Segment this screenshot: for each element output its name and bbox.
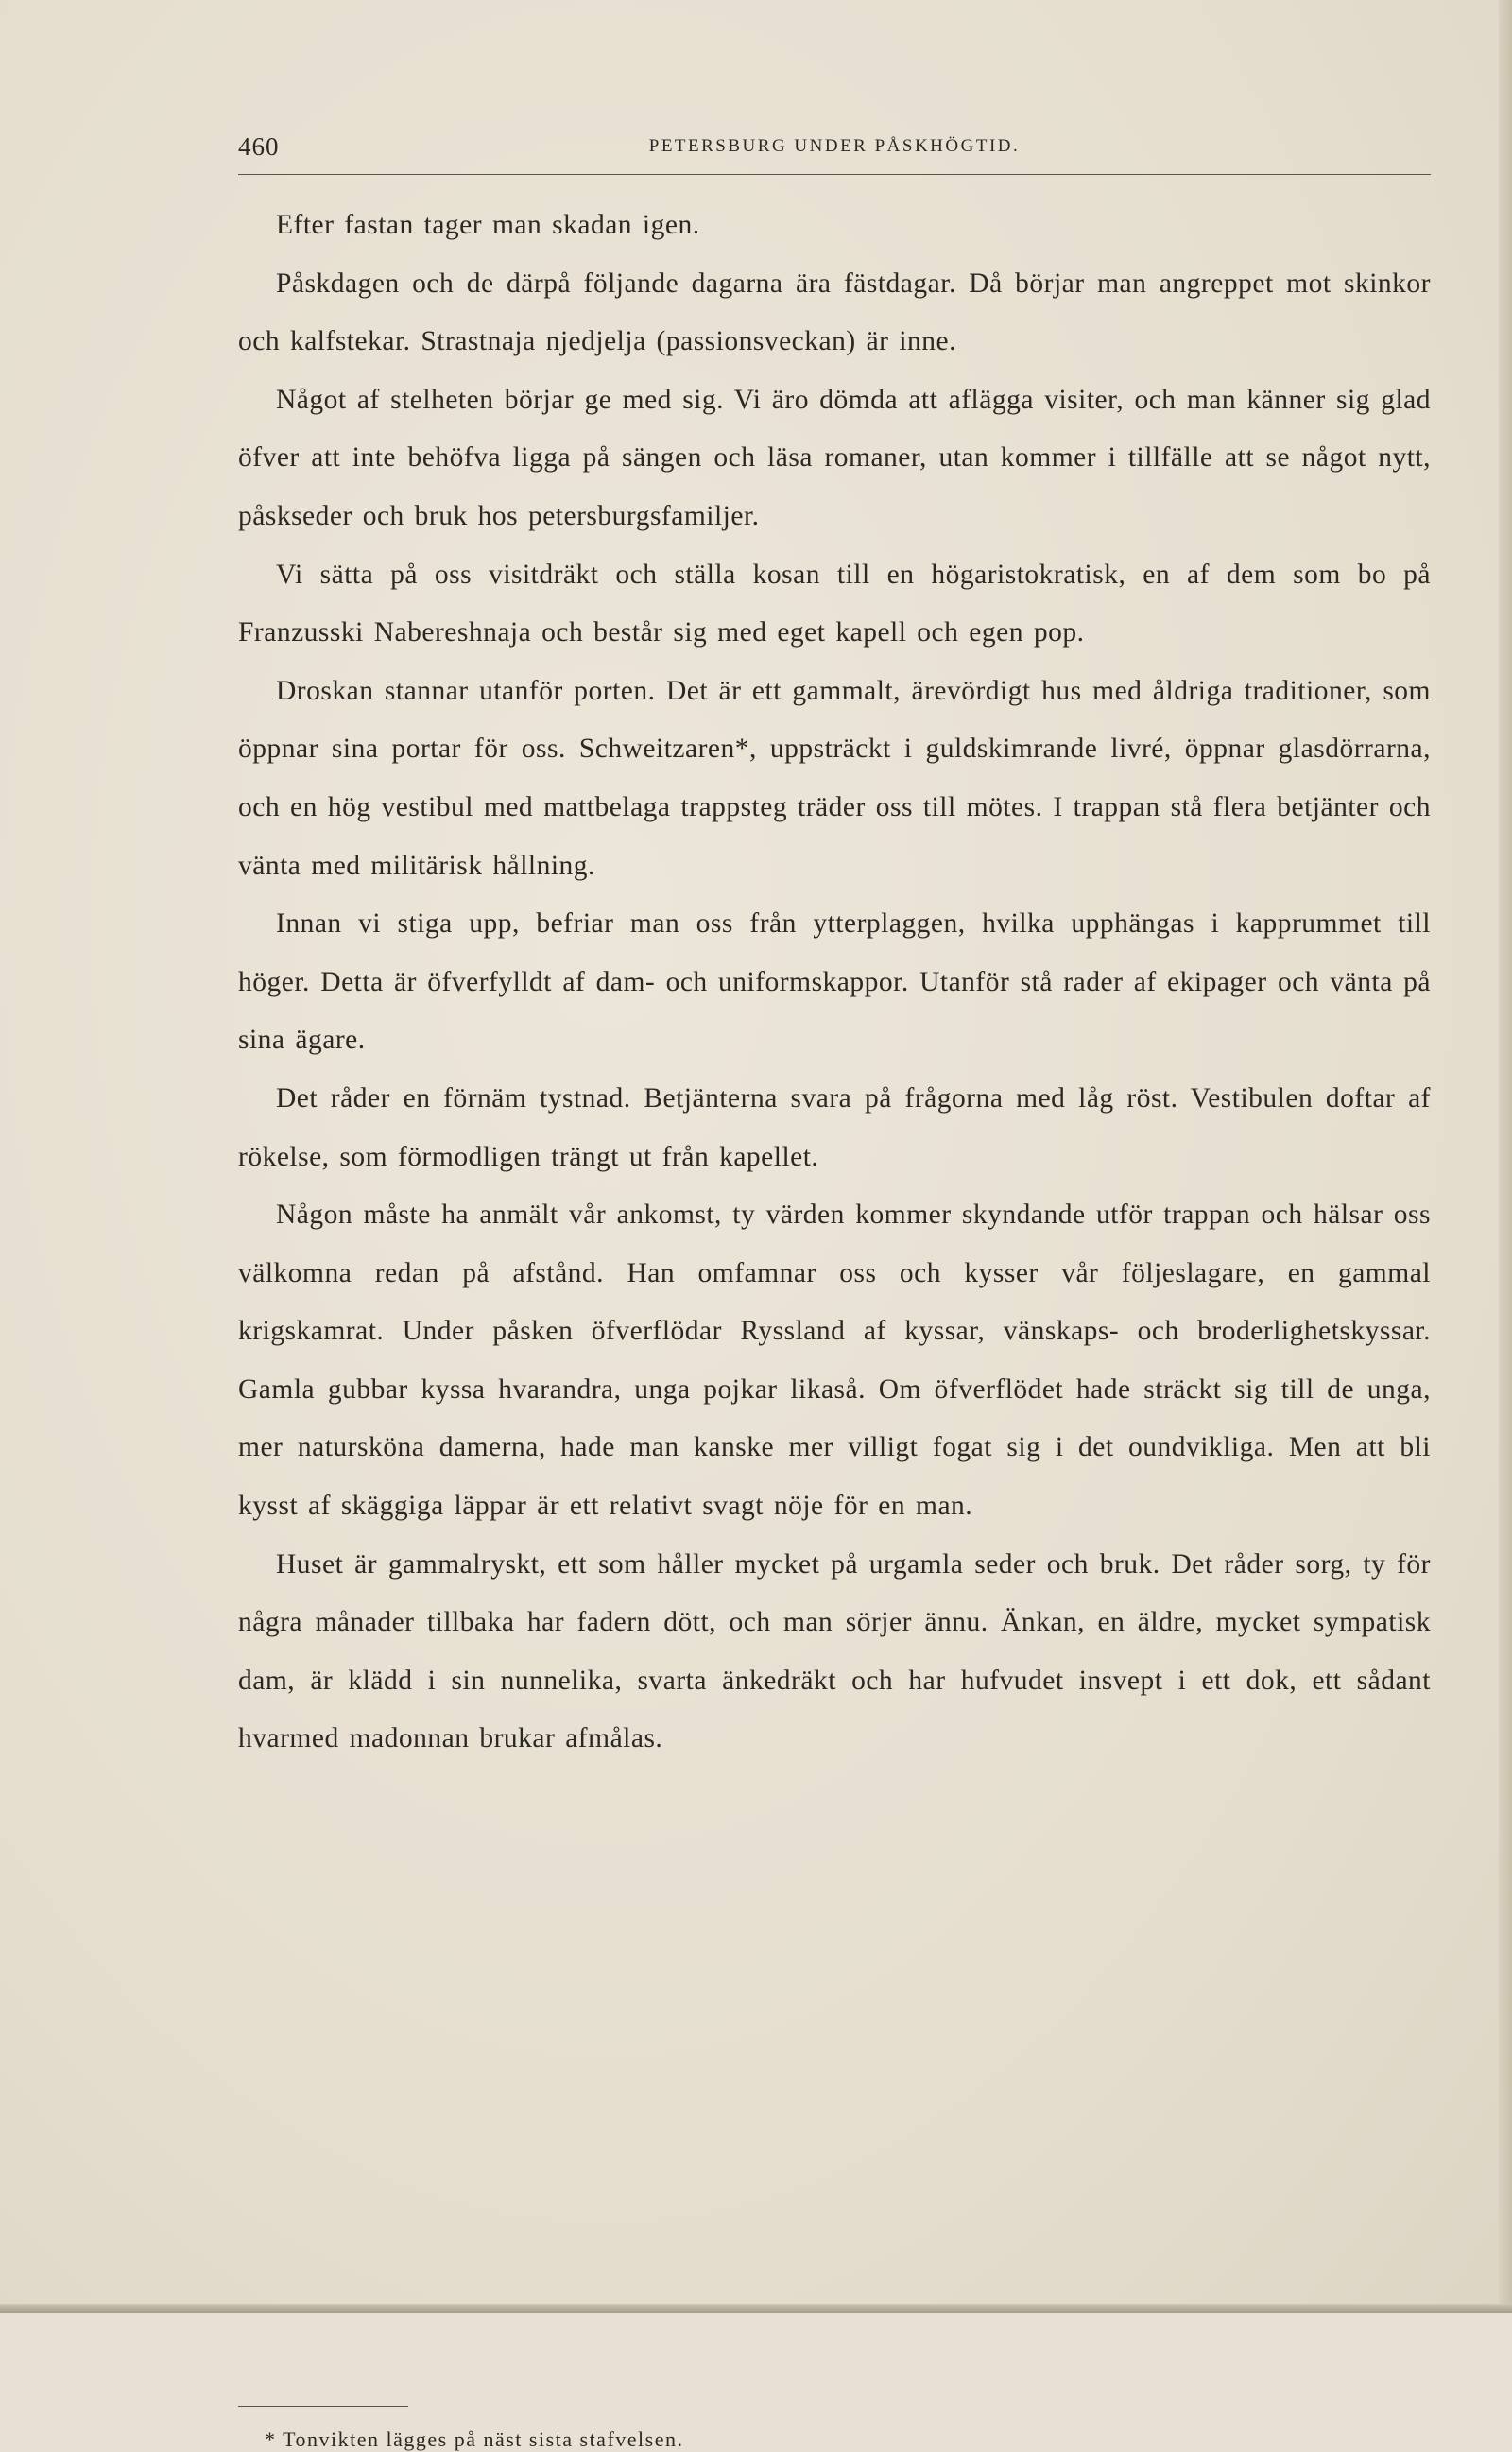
header-rule [238,174,1431,175]
paragraph-5: Droskan stannar utanför porten. Det är ett gammalt, ärevördigt hus med åldriga traditioner, som öppnar sina portar för oss. Schweitzaren*, uppsträckt i guldskimrande livré, öppnar glasdörrarna, och en hög vestibul med mattbelaga trappsteg träder oss till mötes. I trappan stå flera betjänter och vänta med militärisk hållning. [238,675,1431,881]
paragraph-8: Någon måste ha anmält vår ankomst, ty värden kommer skyndande utför trappan och hälsar oss välkomna redan på afstånd. Han omfamnar oss och kysser vår följeslagare, en gammal krigskamrat. Under påsken öfverflödar Ryssland af kyssar, vänskaps- och broderlighetskyssar. Gamla gubbar kyssa hvarandra, unga pojkar likaså. Om öfverflödet hade sträckt sig till de unga, mer natursköna damerna, hade man kanske mer villigt fogat sig i det oundvikliga. Men att bli kysst af skäggiga läppar är ett relativt svagt nöje för en man. [238,1200,1431,1522]
page-header [238,132,1431,164]
paragraph-7: Det råder en förnäm tystnad. Betjänterna svara på frågorna med låg röst. Vestibulen doftar af rökelse, som förmodligen trängt ut från kapellet. [238,1082,1431,1172]
footnote: * Tonvikten lägges på näst sista stafvelsen. [265,2427,684,2451]
paragraph-2: Påskdagen och de därpå följande dagarna ära fästdagar. Då börjar man angreppet mot skinkor och kalfstekar. Strastnaja njedjelja (passionsveckan) är inne. [238,268,1431,357]
footnote-rule [238,2406,408,2407]
paragraph-3: Något af stelheten börjar ge med sig. Vi äro dömda att aflägga visiter, och man känner sig glad öfver att inte behöfva ligga på sängen och läsa romaner, utan kommer i tillfälle att se något nytt, påskseder och bruk hos petersburgsfamiljer. [238,384,1431,531]
page-edge-bottom [0,2304,1512,2313]
page-edge-right [1499,0,1512,2313]
paragraph-1: Efter fastan tager man skadan igen. [276,210,700,240]
body-text [238,197,1431,1769]
paragraph-4: Vi sätta på oss visitdräkt och ställa kosan till en högaristokratisk, en af dem som bo på Franzusski Nabereshnaja och består sig med eget kapell och egen pop. [238,559,1431,648]
paragraph-9: Huset är gammalryskt, ett som håller mycket på urgamla seder och bruk. Det råder sorg, ty för några månader tillbaka har fadern dött, och man sörjer ännu. Änkan, en äldre, mycket sympatisk dam, är klädd i sin nunnelika, svarta änkedräkt och har hufvudet insvept i ett dok, ett sådant hvarmed madonnan brukar afmålas. [238,1548,1431,1754]
page-number: 460 [238,132,280,161]
running-head: PETERSBURG UNDER PÅSKHÖGTID. [648,136,1021,156]
paragraph-6: Innan vi stiga upp, befriar man oss från ytterplaggen, hvilka upphängas i kapprummet till höger. Detta är öfverfylldt af dam- och uniformskappor. Utanför stå rader af ekipager och vänta på sina ägare. [238,908,1431,1056]
